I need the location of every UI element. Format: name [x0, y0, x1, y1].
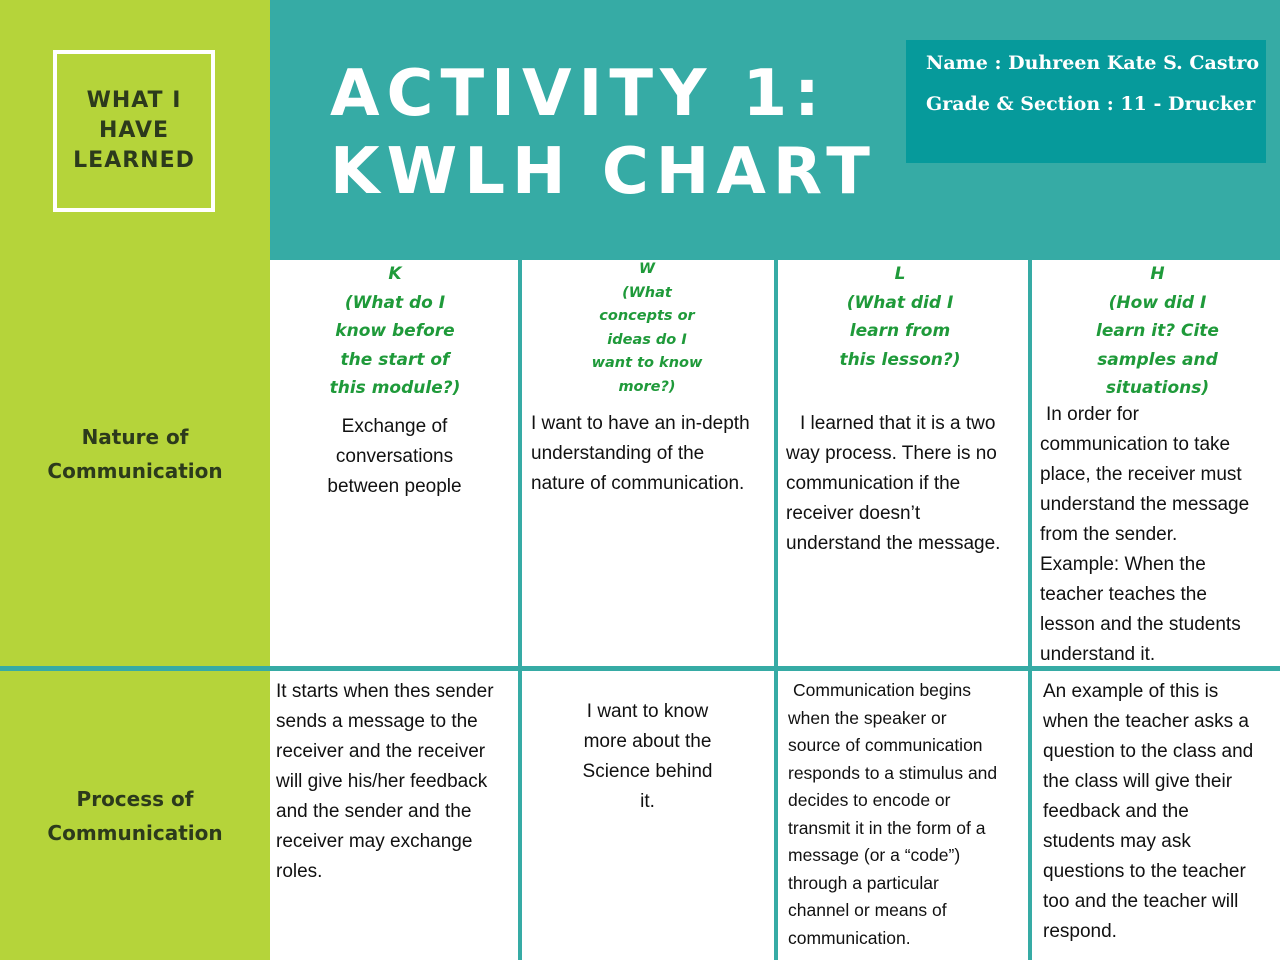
cell-line: from the sender.	[1040, 524, 1178, 545]
badge-line: HAVE	[99, 118, 169, 143]
cell-line: through a particular	[788, 872, 939, 893]
row-label-line: Nature of	[81, 425, 189, 449]
cell-line: way process. There is no	[786, 443, 997, 464]
cell-nature-l	[786, 409, 1024, 559]
column-header-line: the start of	[340, 349, 450, 370]
cell-line: It starts when thes sender	[276, 681, 494, 702]
cell-process-k	[276, 677, 516, 887]
cell-line: it.	[640, 791, 655, 812]
column-header-line: learn it? Cite	[1096, 321, 1219, 341]
cell-line: An example of this is	[1043, 681, 1219, 702]
cell-line: roles.	[276, 861, 323, 882]
column-header-k	[300, 260, 490, 403]
column-header-line: this module?)	[329, 378, 461, 398]
cell-line: understand it.	[1040, 644, 1156, 665]
column-header-line: this lesson?)	[839, 349, 961, 370]
cell-line: receiver doesn’t	[786, 503, 921, 524]
cell-line: receiver and the receiver	[276, 741, 486, 762]
cell-line: sends a message to the	[276, 711, 478, 732]
column-header-line: L	[894, 264, 906, 284]
row-label-line: Process of	[76, 787, 194, 811]
cell-line: responds to a stimulus and	[788, 762, 998, 783]
column-header-h	[1050, 260, 1265, 403]
cell-line: Exchange of	[341, 416, 448, 437]
badge-line: WHAT I	[86, 88, 182, 113]
column-divider	[518, 260, 522, 960]
cell-line: the class will give their	[1043, 771, 1233, 792]
cell-line: and the sender and the	[276, 801, 472, 822]
column-header-line: samples and	[1097, 349, 1218, 370]
cell-line: when the teacher asks a	[1043, 711, 1249, 732]
student-info-box	[906, 40, 1266, 163]
cell-line: students may ask	[1043, 831, 1191, 852]
student-name: Name : Duhreen Kate S. Castro	[926, 52, 1260, 74]
cell-line: understanding of the	[531, 443, 705, 464]
column-header-line: want to know	[591, 355, 703, 371]
cell-line: I want to have an in-depth	[531, 413, 750, 434]
column-header-line: more?)	[618, 378, 676, 395]
column-header-line: H	[1150, 264, 1165, 284]
cell-line: understand the message.	[786, 533, 1001, 554]
row-label-process	[0, 782, 270, 850]
student-grade-section: Grade & Section : 11 - Drucker	[926, 93, 1256, 115]
cell-line: I learned that it is a two	[800, 413, 996, 434]
what-i-have-learned-badge	[53, 50, 215, 212]
cell-line: communication to take	[1040, 434, 1231, 455]
cell-line: nature of communication.	[531, 473, 745, 494]
title-line: ACTIVITY 1:	[330, 57, 827, 131]
cell-process-h	[1043, 677, 1277, 947]
column-header-w	[552, 258, 742, 399]
row-label-nature	[0, 420, 270, 488]
row-label-line: Communication	[47, 821, 223, 845]
cell-line: between people	[327, 476, 462, 497]
title-line: KWLH CHART	[330, 135, 877, 209]
cell-line: will give his/her feedback	[276, 771, 488, 792]
cell-line: Science behind	[582, 761, 713, 782]
cell-line: lesson and the students	[1040, 614, 1241, 635]
cell-nature-h	[1040, 400, 1276, 670]
cell-line: too and the teacher will	[1043, 891, 1239, 912]
column-divider	[774, 260, 778, 960]
column-header-line: K	[388, 264, 402, 284]
cell-nature-w	[531, 409, 771, 499]
cell-line: receiver may exchange	[276, 831, 473, 852]
cell-line: questions to the teacher	[1043, 861, 1246, 882]
cell-process-w	[535, 697, 760, 817]
cell-line: teacher teaches the	[1040, 584, 1207, 605]
column-header-line: (How did I	[1108, 292, 1207, 313]
cell-line: feedback and the	[1043, 801, 1189, 822]
cell-line: respond.	[1043, 921, 1117, 942]
cell-line: message (or a “code”)	[788, 845, 961, 865]
cell-line: Example: When the	[1040, 554, 1206, 575]
cell-line: more about the	[583, 731, 712, 752]
column-header-line: (What do I	[344, 292, 446, 313]
cell-process-l	[788, 677, 1026, 952]
column-header-l	[805, 260, 995, 374]
column-header-line: know before	[335, 321, 455, 341]
column-header-line: (What did I	[846, 292, 954, 313]
row-divider-left	[0, 666, 270, 671]
cell-line: place, the receiver must	[1040, 464, 1242, 485]
cell-line: transmit it in the form of a	[788, 817, 986, 838]
row-label-line: Communication	[47, 459, 223, 483]
cell-line: decides to encode or	[788, 790, 951, 810]
column-header-line: situations)	[1105, 378, 1210, 398]
column-header-line: W	[639, 261, 655, 277]
cell-line: conversations	[335, 446, 454, 467]
cell-line: In order for	[1046, 404, 1139, 425]
cell-line: source of communication	[788, 735, 983, 755]
column-header-line: ideas do I	[607, 331, 687, 348]
column-header-line: (What	[622, 284, 672, 301]
cell-line: question to the class and	[1043, 741, 1254, 762]
cell-line: channel or means of	[788, 900, 947, 920]
cell-line: I want to know	[586, 701, 709, 722]
column-header-line: learn from	[849, 321, 951, 341]
cell-nature-k	[282, 412, 507, 502]
cell-line: communication.	[788, 927, 911, 948]
cell-line: communication if the	[786, 473, 961, 494]
cell-line: Communication begins	[793, 680, 972, 700]
page-title	[330, 55, 890, 211]
cell-line: understand the message	[1040, 494, 1250, 515]
column-header-line: concepts or	[599, 308, 695, 324]
column-divider	[1028, 260, 1032, 960]
badge-line: LEARNED	[73, 148, 195, 173]
cell-line: when the speaker or	[788, 707, 947, 728]
